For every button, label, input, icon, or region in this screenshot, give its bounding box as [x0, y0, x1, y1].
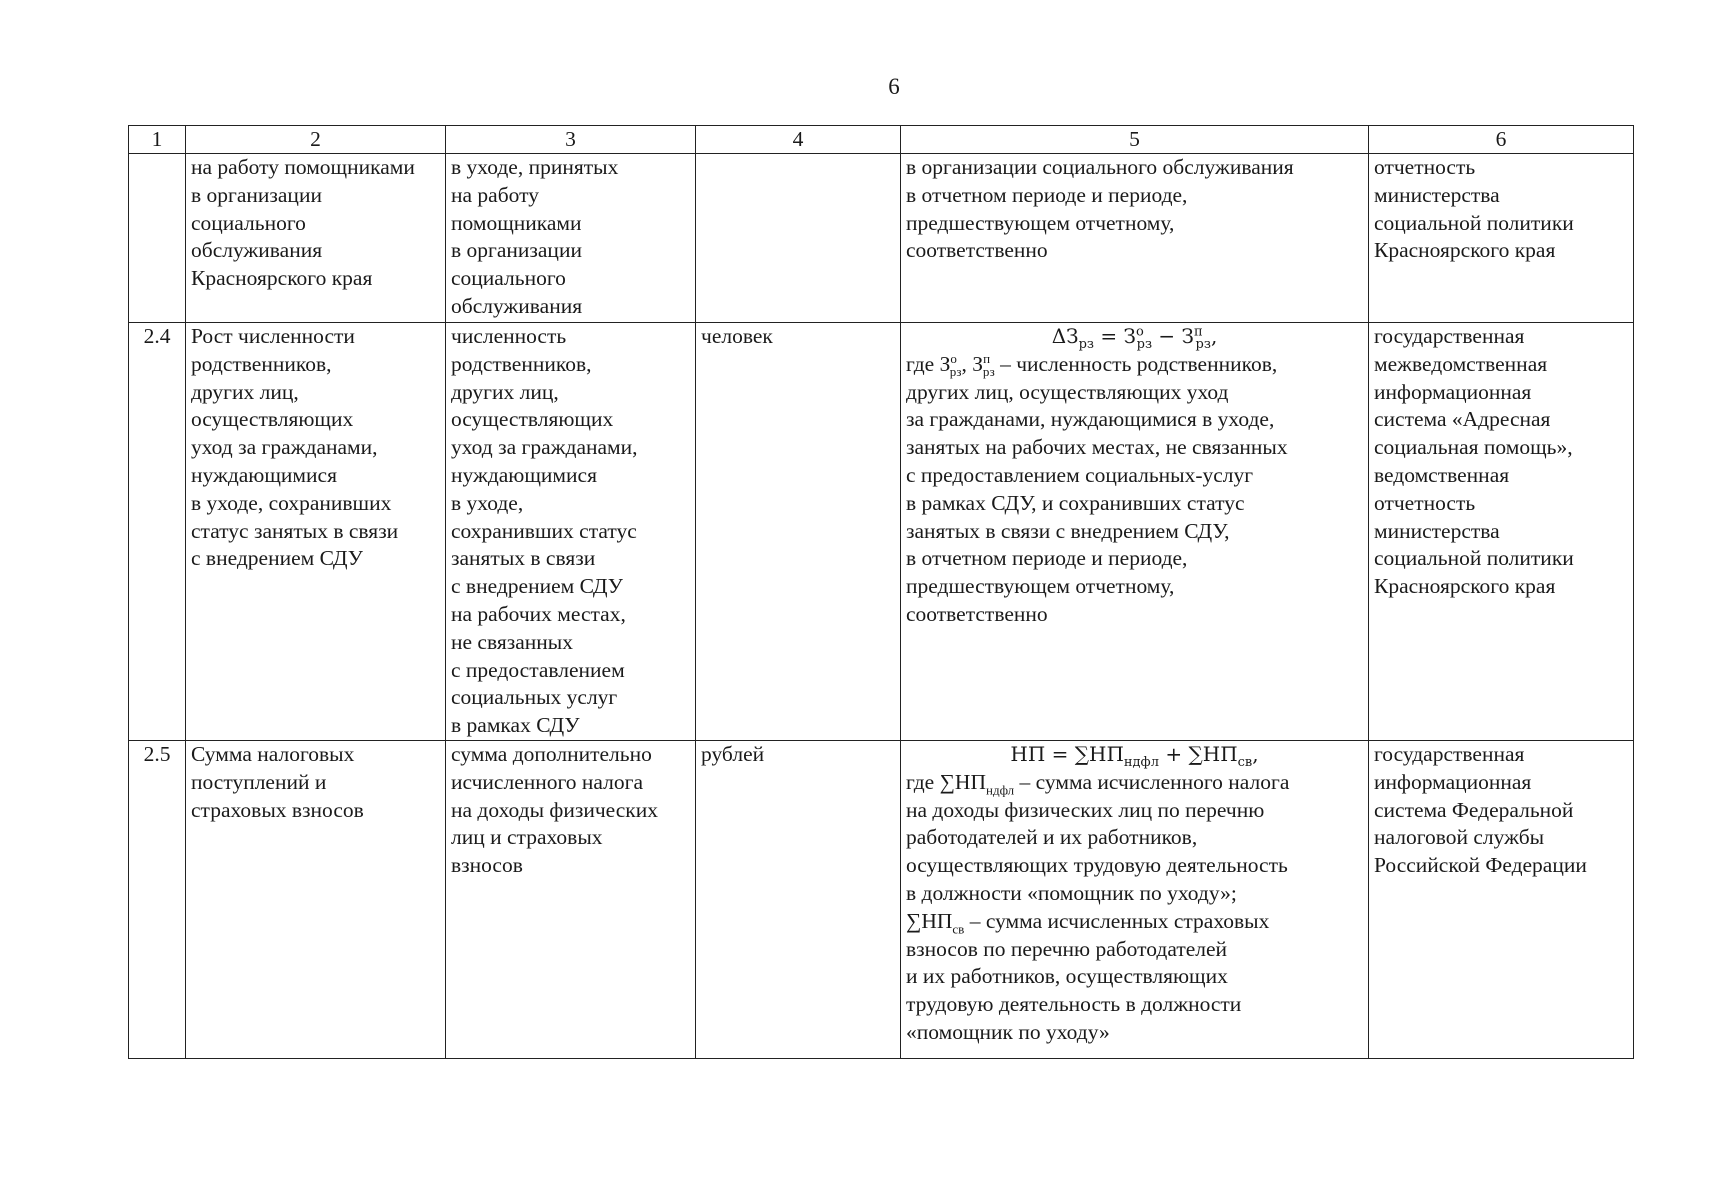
- cell-line: других лиц,: [191, 379, 299, 404]
- cell-line: информационная: [1374, 769, 1532, 794]
- cell-line: Красноярского края: [1374, 574, 1556, 599]
- cell-line: социальных услуг: [451, 685, 618, 710]
- cell-line: взносов по перечню работодателей: [906, 936, 1228, 961]
- indicators-table: [128, 125, 1634, 1059]
- cell-line: родственников,: [191, 351, 332, 376]
- definition-cell: [446, 154, 696, 323]
- cell-line: обслуживания: [451, 293, 583, 318]
- cell-line: $\sum НП_{св}$ – сумма исчисленных страховых: [906, 908, 1270, 937]
- column-number: 4: [696, 126, 901, 154]
- cell-line: в должности «помощник по уходу»;: [906, 880, 1237, 905]
- cell-line: поступлений и: [191, 769, 327, 794]
- unit-cell: [696, 740, 901, 1058]
- indicator-cell: [186, 323, 446, 741]
- cell-line: социального: [191, 210, 306, 235]
- unit-text: человек: [701, 324, 773, 348]
- cell-line: статус занятых в связи: [191, 518, 399, 543]
- definition-cell: [446, 323, 696, 741]
- cell-line: на доходы физических: [451, 797, 658, 822]
- calculation-cell: [901, 154, 1369, 323]
- cell-line: система «Адресная: [1374, 407, 1551, 432]
- cell-line: осуществляющих: [191, 407, 354, 432]
- cell-line: нуждающимися: [451, 462, 597, 487]
- cell-line: на работу помощниками: [191, 155, 415, 179]
- cell-line: занятых в связи: [451, 546, 596, 571]
- cell-line: Рост численности: [191, 324, 355, 348]
- calculation-cell: [901, 323, 1369, 741]
- cell-line: социальной политики: [1374, 210, 1574, 235]
- cell-line: налоговой службы: [1374, 825, 1545, 850]
- cell-line: лиц и страховых: [451, 825, 603, 850]
- row-number-cell: [129, 323, 186, 741]
- cell-line: система Федеральной: [1374, 797, 1574, 822]
- row-number: 2.4: [143, 324, 171, 348]
- cell-line: не связанных: [451, 629, 573, 654]
- cell-line: других лиц,: [451, 379, 559, 404]
- column-number: 6: [1369, 126, 1634, 154]
- cell-line: в отчетном периоде и периоде,: [906, 182, 1188, 207]
- cell-line: численность: [451, 324, 567, 348]
- cell-line: взносов: [451, 853, 523, 878]
- indicator-cell: [186, 154, 446, 323]
- cell-line: с предоставлением социальных-услуг: [906, 462, 1254, 487]
- cell-line: Российской Федерации: [1374, 853, 1587, 878]
- cell-line: работодателей и их работников,: [906, 825, 1198, 850]
- cell-line: в организации социального обслуживания: [906, 155, 1294, 179]
- cell-line: уход за гражданами,: [451, 435, 638, 460]
- cell-line: уход за гражданами,: [191, 435, 378, 460]
- cell-line: нуждающимися: [191, 462, 337, 487]
- cell-line: где $\sum НП_{ндфл}$ – сумма исчисленного налога: [906, 769, 1290, 798]
- cell-line: с внедрением СДУ: [451, 574, 624, 599]
- cell-line: ведомственная: [1374, 462, 1510, 487]
- cell-line: занятых в связи с внедрением СДУ,: [906, 518, 1230, 543]
- cell-line: за гражданами, нуждающимися в уходе,: [906, 407, 1275, 432]
- cell-line: социальная помощь»,: [1374, 435, 1573, 460]
- cell-line: где $З^о_{рз}$, $З^п_{рз}$ – численность родственников,: [906, 350, 1278, 380]
- column-number: 2: [186, 126, 446, 154]
- cell-line: отчетность: [1374, 155, 1476, 179]
- row-number: 2.5: [143, 741, 171, 766]
- unit-cell: [696, 323, 901, 741]
- column-number: 5: [901, 126, 1369, 154]
- cell-line: информационная: [1374, 379, 1532, 404]
- cell-line: в уходе, принятых: [451, 155, 619, 179]
- cell-line: социального: [451, 266, 566, 291]
- formula: $\Delta З_{рз} = З^о_{рз} - З^п_{рз}$,: [1051, 324, 1218, 352]
- unit-text: рублей: [701, 741, 765, 766]
- row-number-cell: [129, 740, 186, 1058]
- source-cell: [1369, 154, 1634, 323]
- cell-line: государственная: [1374, 741, 1525, 766]
- table-row: [129, 323, 1634, 741]
- cell-line: в отчетном периоде и периоде,: [906, 546, 1188, 571]
- cell-line: предшествующем отчетному,: [906, 210, 1175, 235]
- cell-line: на доходы физических лиц по перечню: [906, 797, 1265, 822]
- cell-line: страховых взносов: [191, 797, 364, 822]
- cell-line: министерства: [1374, 182, 1500, 207]
- table-row: [129, 740, 1634, 1058]
- cell-line: других лиц, осуществляющих уход: [906, 379, 1229, 404]
- definition-cell: [446, 740, 696, 1058]
- cell-line: в организации: [191, 182, 322, 207]
- cell-line: в уходе, сохранивших: [191, 490, 392, 515]
- source-cell: [1369, 740, 1634, 1058]
- cell-line: Сумма налоговых: [191, 741, 355, 766]
- cell-line: обслуживания: [191, 238, 323, 263]
- cell-line: в рамках СДУ: [451, 713, 580, 738]
- cell-line: родственников,: [451, 351, 592, 376]
- cell-line: межведомственная: [1374, 351, 1548, 376]
- table-row: [129, 154, 1634, 323]
- cell-line: Красноярского края: [1374, 238, 1556, 263]
- source-cell: [1369, 323, 1634, 741]
- cell-line: осуществляющих трудовую деятельность: [906, 853, 1288, 878]
- cell-line: помощниками: [451, 210, 582, 235]
- cell-line: предшествующем отчетному,: [906, 574, 1175, 599]
- cell-line: министерства: [1374, 518, 1500, 543]
- column-number-row: [129, 126, 1634, 154]
- cell-line: «помощник по уходу»: [906, 1019, 1110, 1044]
- page-number: 6: [888, 74, 900, 99]
- column-number: 1: [129, 126, 186, 154]
- cell-line: с внедрением СДУ: [191, 546, 364, 571]
- unit-cell: [696, 154, 901, 323]
- cell-line: Красноярского края: [191, 266, 373, 291]
- row-number-cell: [129, 154, 186, 323]
- formula: НП = $\sum НП_{ндфл} + \sum НП_{св}$,: [1010, 741, 1259, 770]
- cell-line: соответственно: [906, 238, 1048, 263]
- cell-line: исчисленного налога: [451, 769, 643, 794]
- cell-line: сохранивших статус: [451, 518, 637, 543]
- cell-line: в организации: [451, 238, 582, 263]
- column-number: 3: [446, 126, 696, 154]
- cell-line: в уходе,: [451, 490, 524, 515]
- cell-line: и их работников, осуществляющих: [906, 964, 1228, 989]
- cell-line: соответственно: [906, 601, 1048, 626]
- cell-line: социальной политики: [1374, 546, 1574, 571]
- indicator-cell: [186, 740, 446, 1058]
- cell-line: сумма дополнительно: [451, 741, 652, 766]
- cell-line: в рамках СДУ, и сохранивших статус: [906, 490, 1245, 515]
- cell-line: государственная: [1374, 324, 1525, 348]
- cell-line: отчетность: [1374, 490, 1476, 515]
- cell-line: на рабочих местах,: [451, 601, 626, 626]
- cell-line: осуществляющих: [451, 407, 614, 432]
- cell-line: на работу: [451, 182, 539, 207]
- calculation-cell: [901, 740, 1369, 1058]
- cell-line: трудовую деятельность в должности: [906, 992, 1242, 1017]
- cell-line: занятых на рабочих местах, не связанных: [906, 435, 1288, 460]
- cell-line: с предоставлением: [451, 657, 625, 682]
